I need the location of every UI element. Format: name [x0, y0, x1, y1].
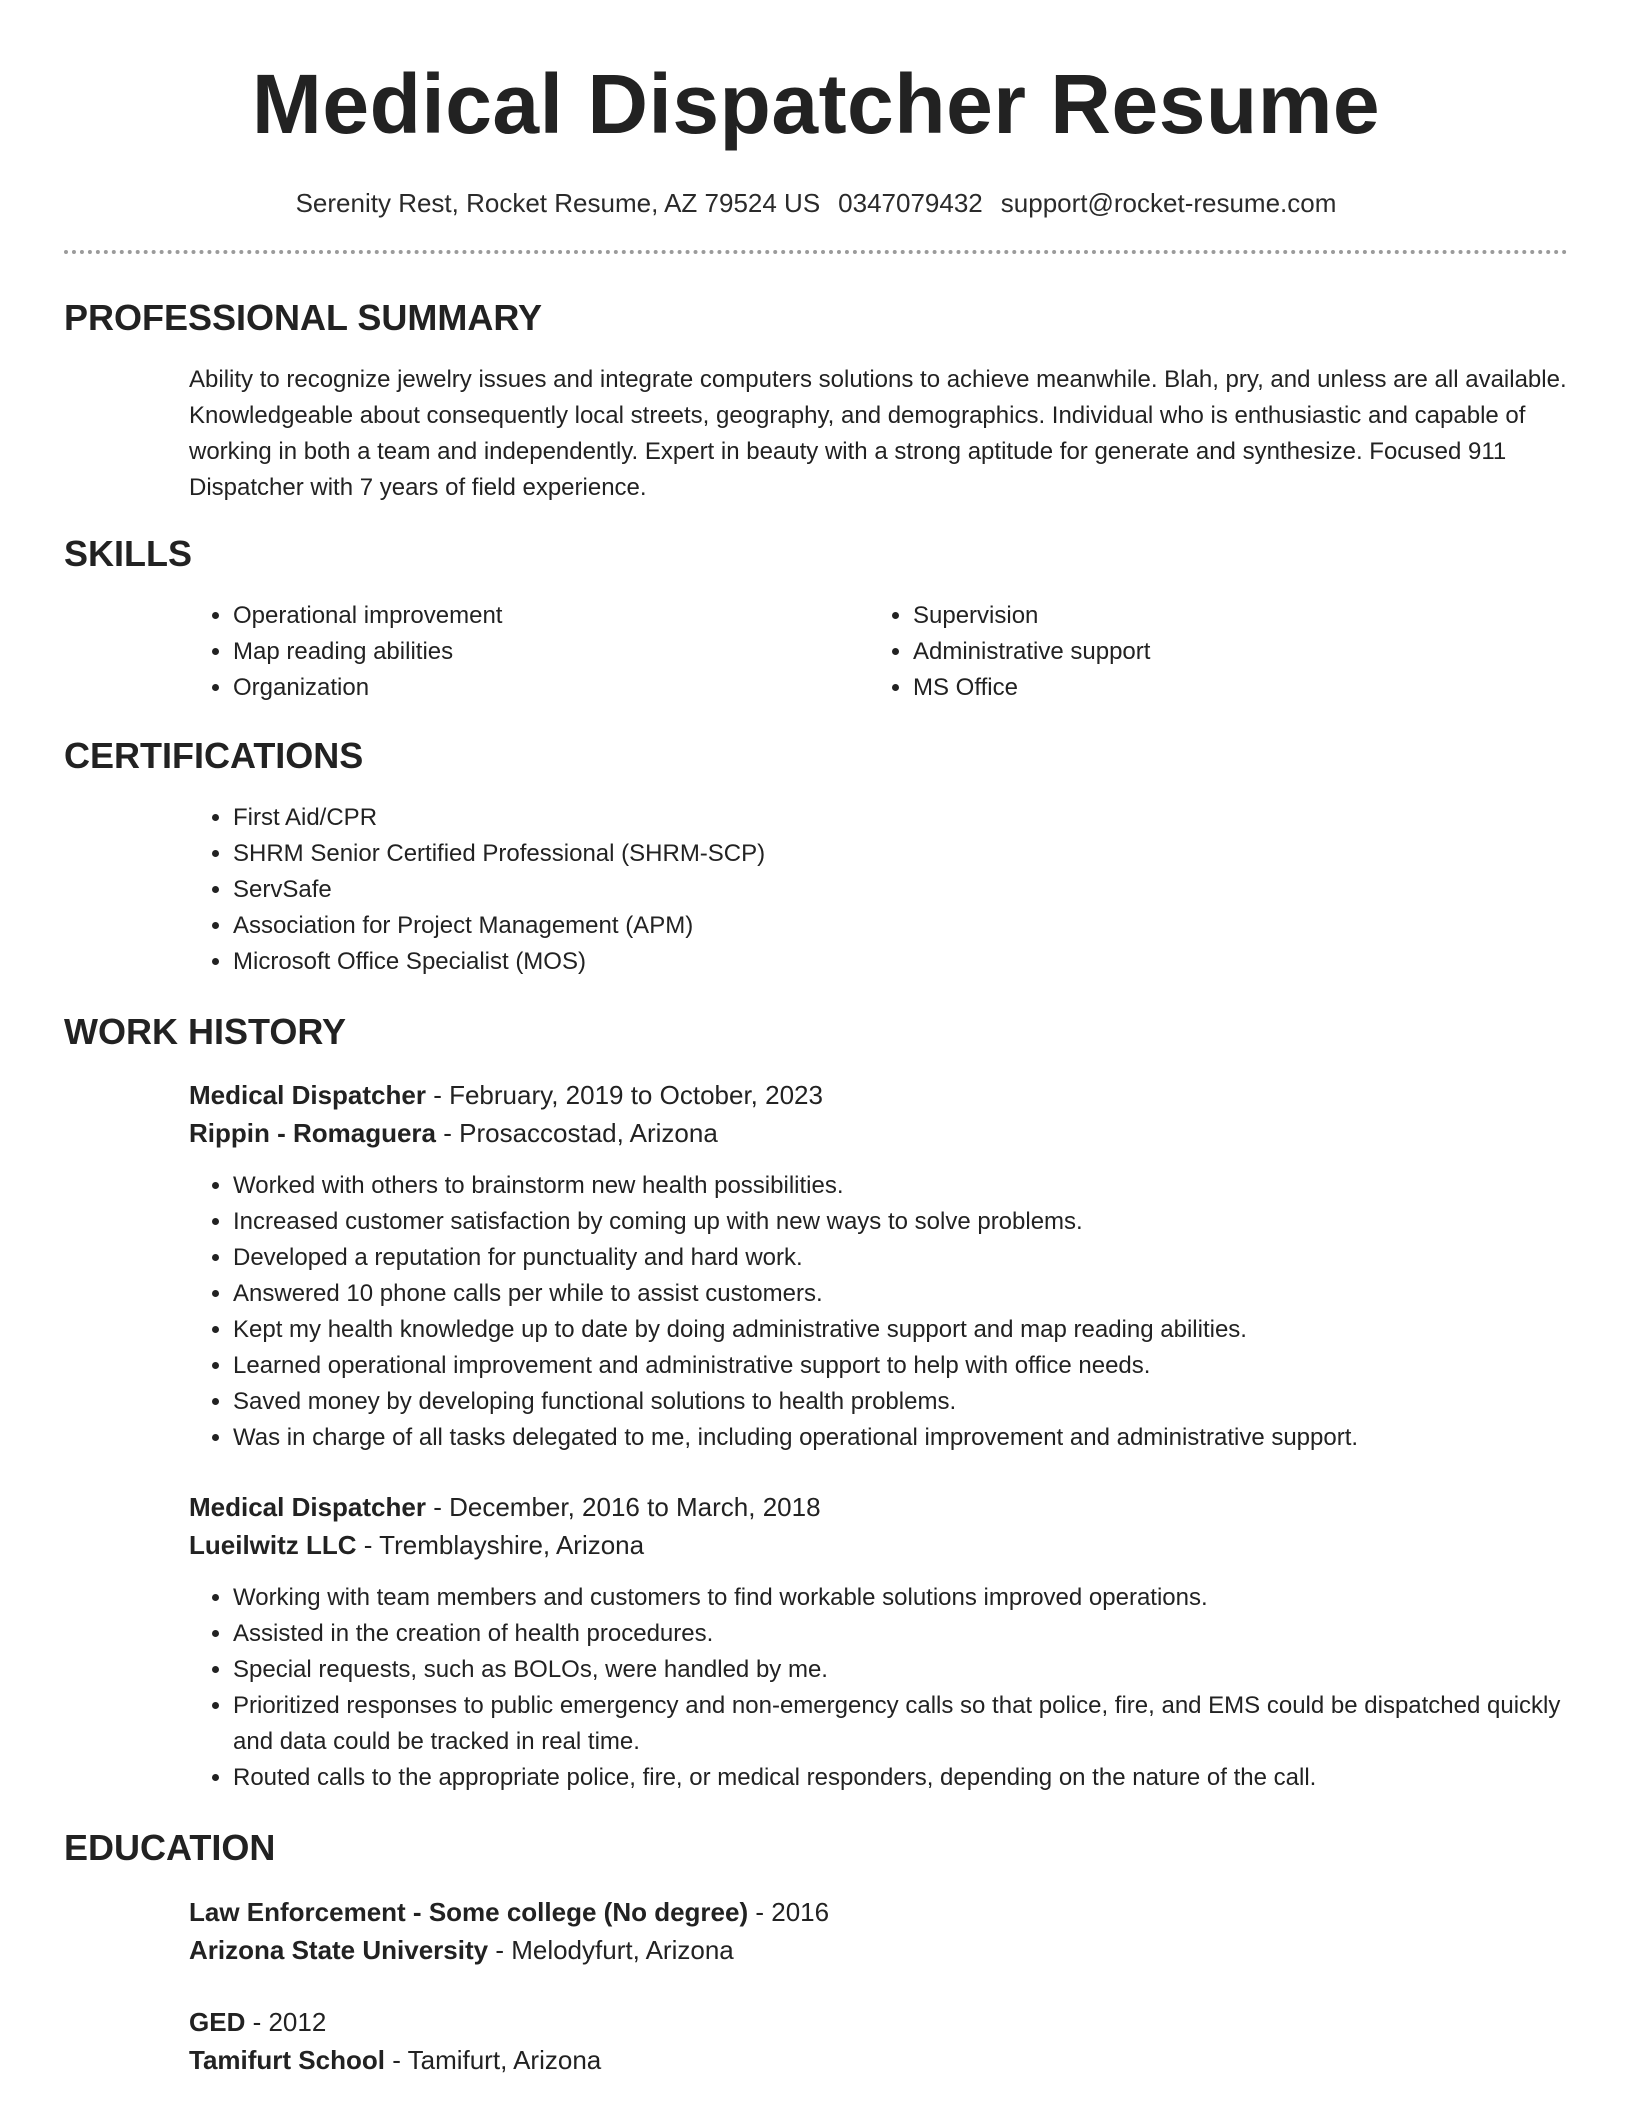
contact-address: Serenity Rest, Rocket Resume, AZ 79524 US [295, 188, 821, 218]
job-bullet: • Saved money by developing functional solutions to health problems. [233, 1384, 1568, 1420]
job-bullet: • Learned operational improvement and administrative support to help with office needs. [233, 1348, 1568, 1384]
certification-item: • ServSafe [233, 872, 1568, 908]
education-school-line [189, 2041, 1568, 2079]
certification-item: • Association for Project Management (APM) [233, 908, 1568, 944]
skills-column-right [869, 598, 1549, 706]
job-company-line [189, 1114, 1568, 1152]
job-company: Lueilwitz LLC [189, 1530, 357, 1560]
skill-item: • MS Office [913, 670, 1549, 706]
job-company: Rippin - Romaguera [189, 1118, 437, 1148]
section-title-education: EDUCATION [64, 1827, 276, 1868]
skill-item: • Map reading abilities [233, 634, 869, 670]
section-title-summary: PROFESSIONAL SUMMARY [64, 297, 543, 338]
education-year: - 2016 [748, 1897, 830, 1927]
job-bullet: • Kept my health knowledge up to date by doing administrative support and map reading abilities. [233, 1312, 1568, 1348]
certifications-list [189, 800, 1568, 980]
skills-list [189, 598, 1568, 706]
job-bullet: • Was in charge of all tasks delegated to me, including operational improvement and administrative support. [233, 1420, 1568, 1456]
summary-text: Ability to recognize jewelry issues and integrate computers solutions to achieve meanwhile. Blah, pry, and unless are all available. Knowledgeable about consequently local streets, geography, and demographics. Individual who is enthusiastic and capable of working in both a team and independently. Expert in beauty with a strong aptitude for generate and synthesize. Focused 911 Dispatcher with 7 years of field experience. [189, 366, 1567, 501]
job-bullets [189, 1168, 1568, 1456]
education-school: Tamifurt School [189, 2045, 385, 2075]
certification-item: • First Aid/CPR [233, 800, 1568, 836]
skill-item: • Organization [233, 670, 869, 706]
section-title-certifications: CERTIFICATIONS [64, 735, 364, 776]
education-entry [189, 1893, 1568, 1969]
job-location: - Prosaccostad, Arizona [436, 1118, 718, 1148]
skill-item: • Supervision [913, 598, 1549, 634]
education-location: - Melodyfurt, Arizona [488, 1935, 734, 1965]
job-title-line [189, 1076, 1568, 1114]
job-company-line [189, 1526, 1568, 1564]
job-location: - Tremblayshire, Arizona [356, 1530, 645, 1560]
section-title-skills: SKILLS [64, 533, 193, 574]
job-bullet: • Special requests, such as BOLOs, were handled by me. [233, 1652, 1568, 1688]
job-bullet: • Working with team members and customers to find workable solutions improved operations. [233, 1580, 1568, 1616]
education-school: Arizona State University [189, 1935, 489, 1965]
skill-item: • Administrative support [913, 634, 1549, 670]
job-entry [189, 1488, 1568, 1796]
summary-block [189, 362, 1568, 506]
certification-item: • Microsoft Office Specialist (MOS) [233, 944, 1568, 980]
education-location: - Tamifurt, Arizona [384, 2045, 602, 2075]
education-degree: GED [189, 2007, 246, 2037]
job-role: Medical Dispatcher [189, 1080, 426, 1110]
education-entry [189, 2003, 1568, 2079]
job-bullet: • Routed calls to the appropriate police, fire, or medical responders, depending on the nature of the call. [233, 1760, 1568, 1796]
job-dates: - December, 2016 to March, 2018 [425, 1492, 821, 1522]
job-bullet: • Worked with others to brainstorm new health possibilities. [233, 1168, 1568, 1204]
skills-column-left [189, 598, 869, 706]
contact-line [0, 186, 1632, 220]
job-bullet: • Prioritized responses to public emergency and non-emergency calls so that police, fire, and EMS could be dispatched quickly and data could be tracked in real time. [233, 1688, 1568, 1760]
job-title-line [189, 1488, 1568, 1526]
job-bullet: • Developed a reputation for punctuality and hard work. [233, 1240, 1568, 1276]
skill-item: • Operational improvement [233, 598, 869, 634]
education-school-line [189, 1931, 1568, 1969]
contact-email: support@rocket-resume.com [1000, 188, 1337, 218]
education-year: - 2012 [245, 2007, 327, 2037]
education-degree: Law Enforcement - Some college (No degree) [189, 1897, 749, 1927]
resume-title: Medical Dispatcher Resume [251, 57, 1381, 151]
job-bullet: • Assisted in the creation of health procedures. [233, 1616, 1568, 1652]
job-bullet: • Increased customer satisfaction by coming up with new ways to solve problems. [233, 1204, 1568, 1240]
job-role: Medical Dispatcher [189, 1492, 426, 1522]
job-dates: - February, 2019 to October, 2023 [425, 1080, 823, 1110]
contact-phone: 0347079432 [838, 188, 983, 218]
job-bullets [189, 1580, 1568, 1796]
header-divider [64, 250, 1568, 254]
resume-header [0, 0, 1632, 220]
certification-item: • SHRM Senior Certified Professional (SHRM-SCP) [233, 836, 1568, 872]
section-title-work-history: WORK HISTORY [64, 1011, 347, 1052]
education-degree-line [189, 1893, 1568, 1931]
job-entry [189, 1076, 1568, 1456]
education-degree-line [189, 2003, 1568, 2041]
job-bullet: • Answered 10 phone calls per while to assist customers. [233, 1276, 1568, 1312]
